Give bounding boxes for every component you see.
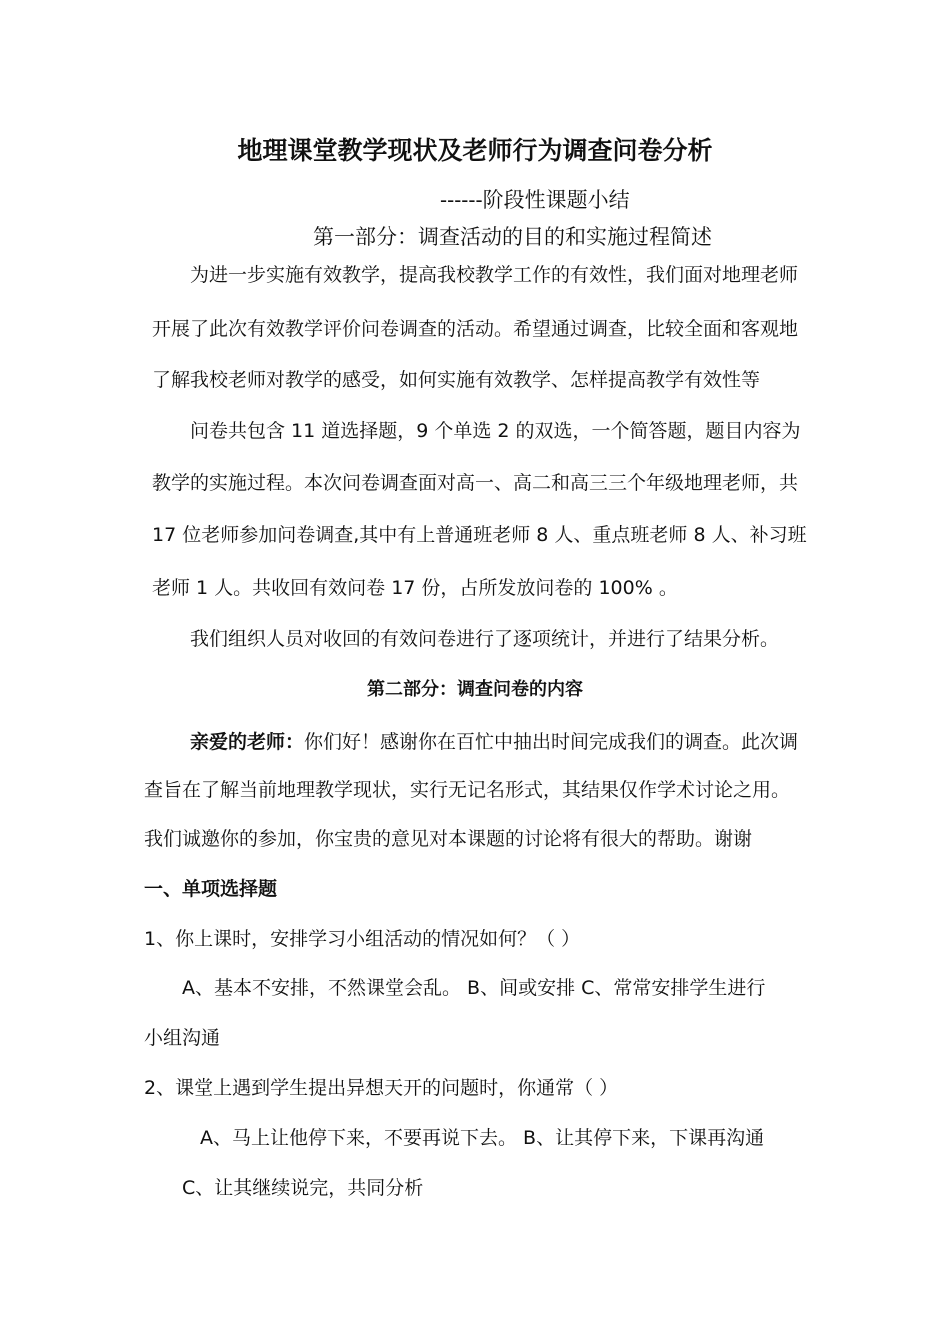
paragraph-line: 老师 1 人。共收回有效问卷 17 份，占所发放问卷的 100% 。 bbox=[152, 577, 678, 599]
greeting-text: 你们好！感谢你在百忙中抽出时间完成我们的调查。此次调 bbox=[304, 731, 799, 753]
paragraph-line bbox=[190, 729, 798, 755]
question-options: A、基本不安排，不然课堂会乱。 B、间或安排 C、常常安排学生进行 bbox=[182, 977, 766, 999]
question-options: A、马上让他停下来，不要再说下去。 B、让其停下来，下课再沟通 bbox=[200, 1127, 765, 1149]
paragraph-line: 为进一步实施有效教学，提高我校教学工作的有效性，我们面对地理老师 bbox=[190, 264, 799, 286]
part1-heading: 第一部分：调查活动的目的和实施过程简述 bbox=[313, 225, 712, 249]
part2-heading: 第二部分：调查问卷的内容 bbox=[367, 679, 583, 700]
document-title: 地理课堂教学现状及老师行为调查问卷分析 bbox=[237, 136, 713, 165]
question-options: C、让其继续说完，共同分析 bbox=[182, 1177, 424, 1199]
paragraph-line: 问卷共包含 11 道选择题，9 个单选 2 的双选，一个简答题，题目内容为 bbox=[190, 420, 801, 442]
question-text: 2、课堂上遇到学生提出异想天开的问题时，你通常（ ） bbox=[144, 1077, 619, 1099]
document-subtitle: ------阶段性课题小结 bbox=[440, 188, 630, 212]
paragraph-line: 查旨在了解当前地理教学现状，实行无记名形式，其结果仅作学术讨论之用。 bbox=[144, 779, 791, 801]
paragraph-line: 了解我校老师对教学的感受，如何实施有效教学、怎样提高教学有效性等 bbox=[152, 369, 761, 391]
paragraph-line: 教学的实施过程。本次问卷调查面对高一、高二和高三三个年级地理老师，共 bbox=[152, 472, 799, 494]
section-one-heading: 一、单项选择题 bbox=[144, 878, 278, 900]
paragraph-line: 17 位老师参加问卷调查,其中有上普通班老师 8 人、重点班老师 8 人、补习班 bbox=[152, 524, 807, 546]
greeting-salutation: 亲爱的老师： bbox=[190, 731, 305, 753]
question-options: 小组沟通 bbox=[144, 1027, 221, 1049]
paragraph-line: 我们诚邀你的参加，你宝贵的意见对本课题的讨论将有很大的帮助。谢谢 bbox=[144, 828, 753, 850]
paragraph-line: 开展了此次有效教学评价问卷调查的活动。希望通过调查，比较全面和客观地 bbox=[152, 318, 799, 340]
analysis-line: 我们组织人员对收回的有效问卷进行了逐项统计，并进行了结果分析。 bbox=[190, 628, 780, 650]
question-text: 1、你上课时，安排学习小组活动的情况如何？（ ） bbox=[144, 928, 581, 950]
